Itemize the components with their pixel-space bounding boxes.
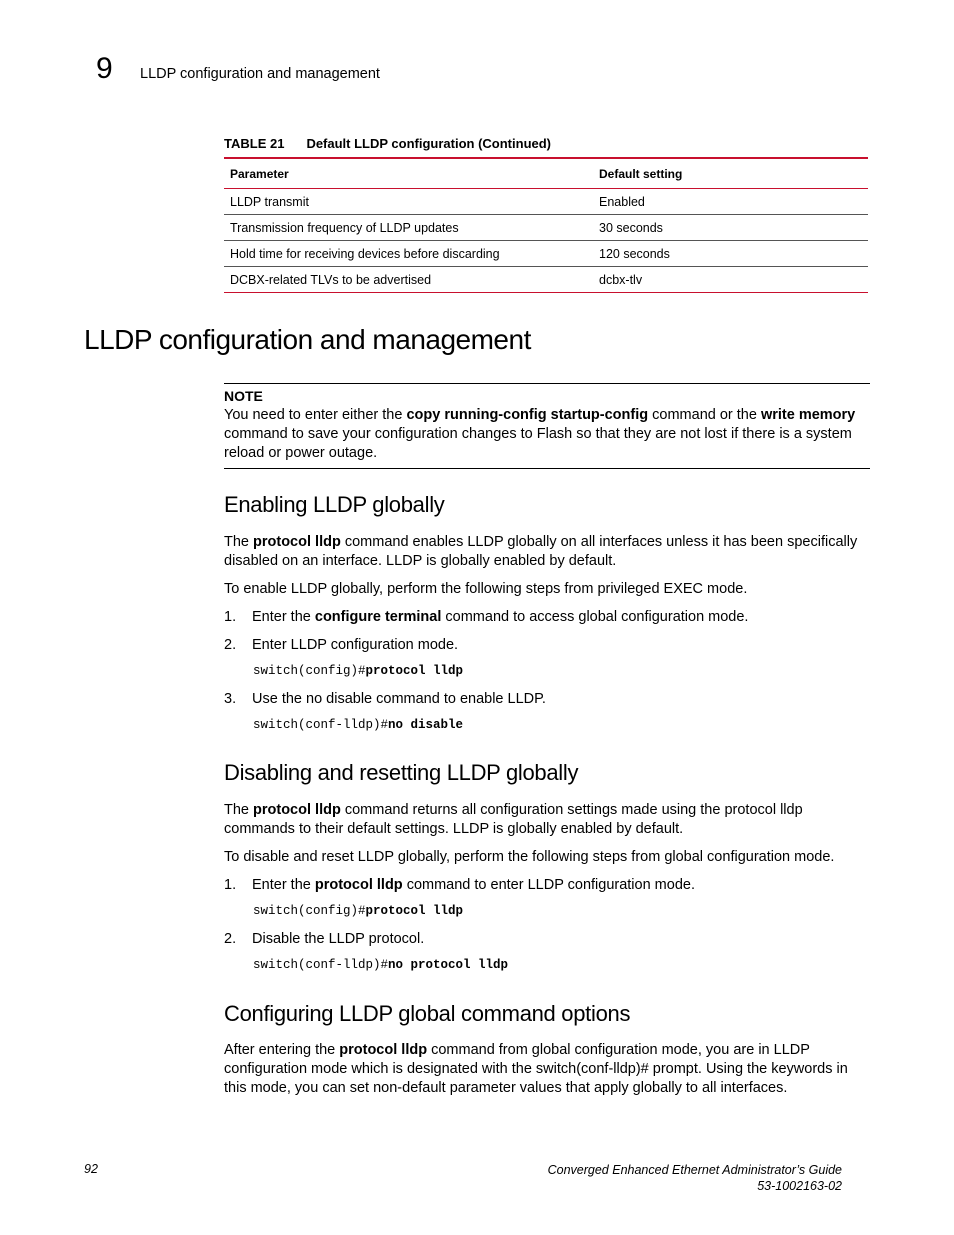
footer-guide-title: Converged Enhanced Ethernet Administrator’s Guide: [547, 1163, 842, 1177]
table-row: [224, 189, 868, 215]
note-text: [224, 406, 870, 463]
enable-paragraph-1: The protocol lldp command enables LLDP globally on all interfaces unless it has been specifically disabled on an interface. LLDP is globally enabled by default.: [224, 534, 858, 569]
section-title: LLDP configuration and management: [84, 324, 531, 355]
table-cell-default: 120 seconds: [593, 241, 868, 267]
note-text-part: command or the: [648, 407, 761, 423]
table-cell-parameter: DCBX-related TLVs to be advertised: [224, 267, 593, 293]
table-caption-label: TABLE 21: [224, 136, 285, 151]
note-command-write: write memory: [760, 407, 856, 423]
table-cell-parameter: Hold time for receiving devices before discarding: [224, 241, 593, 267]
subsection-title-enable: Enabling LLDP globally: [224, 492, 445, 517]
note-command-copy: copy running-config startup-config: [406, 407, 649, 423]
chapter-number: 9: [96, 52, 113, 85]
table-header-row: [224, 158, 868, 189]
running-header-title: LLDP configuration and management: [140, 66, 380, 82]
table-cell-parameter: Transmission frequency of LLDP updates: [224, 215, 593, 241]
enable-step-3: 3. Use the no disable command to enable LLDP.: [224, 691, 546, 707]
table-row: [224, 241, 868, 267]
disable-code-1: switch(config)#protocol lldp: [253, 904, 464, 918]
table-caption-title: Default LLDP configuration (Continued): [306, 136, 552, 151]
disable-paragraph-1: The protocol lldp command returns all configuration settings made using the protocol lldp commands to their default settings. LLDP is globally enabled by default.: [224, 802, 803, 837]
enable-step-2: 2. Enter LLDP configuration mode.: [224, 637, 459, 653]
disable-paragraph-2: To disable and reset LLDP globally, perform the following steps from global configuration mode.: [224, 849, 835, 865]
page-number: 92: [84, 1162, 98, 1176]
table-cell-parameter: LLDP transmit: [224, 189, 593, 215]
disable-step-2: 2. Disable the LLDP protocol.: [224, 931, 425, 947]
subsection-title-disable: Disabling and resetting LLDP globally: [224, 760, 579, 785]
table-cell-default: 30 seconds: [593, 215, 868, 241]
note-text-part: command to save your configuration changes to Flash so that they are not lost if there is a system reload or power outage.: [224, 426, 852, 461]
table-cell-default: Enabled: [593, 189, 868, 215]
enable-code-1: switch(config)#protocol lldp: [253, 664, 464, 678]
subsection-title-options: Configuring LLDP global command options: [224, 1001, 631, 1026]
enable-step-1: 1. Enter the configure terminal command to access global configuration mode.: [224, 609, 749, 625]
footer-doc-info: [548, 1162, 842, 1194]
footer-doc-number: 53-1002163-02: [757, 1179, 842, 1193]
enable-code-2: switch(conf-lldp)#no disable: [253, 718, 464, 732]
table-header-parameter: Parameter: [224, 158, 593, 189]
default-lldp-config-table: [224, 157, 868, 293]
disable-code-2: switch(conf-lldp)#no protocol lldp: [253, 958, 509, 972]
table-row: [224, 215, 868, 241]
table-cell-default: dcbx-tlv: [593, 267, 868, 293]
enable-paragraph-2: To enable LLDP globally, perform the following steps from privileged EXEC mode.: [224, 581, 748, 597]
note-text-part: You need to enter either the: [224, 407, 407, 423]
table-row: [224, 267, 868, 293]
note-box: [224, 383, 870, 469]
note-heading: NOTE: [224, 388, 263, 404]
disable-step-1: 1. Enter the protocol lldp command to enter LLDP configuration mode.: [224, 877, 695, 893]
options-paragraph-1: After entering the protocol lldp command from global configuration mode, you are in LLDP configuration mode which is designated with the switch(conf-lldp)# prompt. Using the keywords in this mode, you can set non-default parameter values that apply globally to all interfaces.: [224, 1042, 848, 1096]
table-header-default-setting: Default setting: [593, 158, 868, 189]
table-caption: [224, 136, 551, 151]
